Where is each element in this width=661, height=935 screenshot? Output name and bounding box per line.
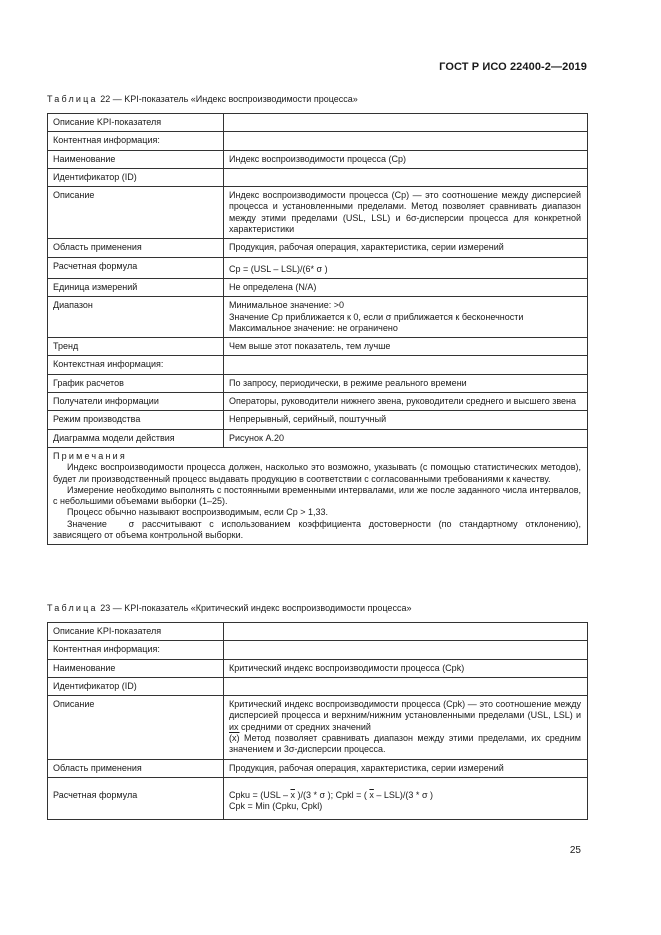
table-row	[48, 278, 588, 296]
row-value	[224, 623, 588, 641]
note-text: Значение	[67, 518, 107, 529]
formula-cell	[224, 777, 588, 819]
formula-part: ); Cpkl = (	[327, 789, 367, 800]
note-paragraph	[53, 519, 581, 542]
table23	[47, 622, 588, 820]
table-row	[48, 114, 588, 132]
range-line: Максимальное значение: не ограничено	[229, 322, 398, 333]
formula-part: )/(3 *	[297, 789, 317, 800]
notes	[53, 451, 581, 541]
row-label: Описание	[48, 696, 224, 759]
row-label: Расчетная формула	[48, 777, 224, 819]
table22-caption-text: 22 — KPI-показатель «Индекс воспроизводимости процесса»	[100, 94, 358, 104]
row-label: Область применения	[48, 759, 224, 777]
row-value: Операторы, руководители нижнего звена, руководители среднего и высшего звена	[224, 393, 588, 411]
range-cell	[224, 297, 588, 338]
row-label: Контентная информация:	[48, 132, 224, 150]
notes-row	[48, 447, 588, 544]
range-text: приближается к бесконечности	[393, 311, 524, 322]
range-line: Минимальное значение: >0	[229, 300, 345, 311]
row-value: Чем выше этот показатель, тем лучше	[224, 338, 588, 356]
row-label: Описание	[48, 187, 224, 239]
row-label: Контентная информация:	[48, 641, 224, 659]
table-row	[48, 150, 588, 168]
row-label: Режим производства	[48, 411, 224, 429]
row-value	[224, 132, 588, 150]
table-row	[48, 374, 588, 392]
row-label: Тренд	[48, 338, 224, 356]
row-value: Не определена (N/A)	[224, 278, 588, 296]
table-row	[48, 356, 588, 374]
row-label: Диаграмма модели действия	[48, 429, 224, 447]
row-value: Продукция, рабочая операция, характеристика, серии измерений	[224, 759, 588, 777]
sigma-symbol: σ	[319, 789, 326, 800]
row-label: Диапазон	[48, 297, 224, 338]
standard-header: ГОСТ Р ИСО 22400-2—2019	[439, 61, 587, 73]
table-row	[48, 659, 588, 677]
row-value: Индекс воспроизводимости процесса (Cp)	[224, 150, 588, 168]
table-row	[48, 777, 588, 819]
row-value	[224, 641, 588, 659]
row-value	[224, 168, 588, 186]
range-line	[229, 312, 581, 323]
xbar-symbol: (x)	[229, 733, 240, 744]
table22-caption	[47, 94, 358, 104]
description-text-2	[229, 733, 581, 756]
notes-cell	[48, 447, 588, 544]
table-row	[48, 429, 588, 447]
row-label: График расчетов	[48, 374, 224, 392]
table-row	[48, 132, 588, 150]
row-value: Продукция, рабочая операция, характеристика, серии измерений	[224, 239, 588, 257]
table-row	[48, 393, 588, 411]
formula-part: – LSL)/(3 *	[376, 789, 420, 800]
row-value	[224, 114, 588, 132]
row-value: Индекс воспроизводимости процесса (Cp) — это соотношение между дисперсией процесса и установленными пределами. Метод позволяет сравнивать диапазон между этими пределами (USL, LSL) и 6σ-дисперсии процесса для конкретной характеристики	[224, 187, 588, 239]
row-label: Единица измерений	[48, 278, 224, 296]
table-row	[48, 338, 588, 356]
note-text: рассчитывают с использованием коэффициента достоверности (по стандартному отклонению), зависящего от объема контрольной выборки.	[53, 518, 581, 541]
row-label: Получатели информации	[48, 393, 224, 411]
formula-part: Cp = (USL – LSL)/(6*	[229, 263, 314, 274]
table23-caption	[47, 603, 411, 613]
description-text: Метод позволяет сравнивать диапазон между этими пределами, их средним значением и 3σ-дисперсии процесса.	[229, 733, 581, 755]
table-row	[48, 696, 588, 759]
description-text: Критический индекс воспроизводимости процесса (Cpk) — это соотношение между дисперсией процесса и верхним/нижним установленными пределами (USL, LSL) и их средними от средних значений	[229, 699, 581, 732]
table-row	[48, 257, 588, 278]
formula-line: Cpk = Min (Cpku, Cpkl)	[229, 801, 323, 812]
row-label: Контекстная информация:	[48, 356, 224, 374]
range-text: Значение Cp приближается к 0, если	[229, 311, 384, 322]
table-row	[48, 623, 588, 641]
table-row	[48, 677, 588, 695]
row-label: Область применения	[48, 239, 224, 257]
sigma-symbol: σ	[421, 789, 428, 800]
formula-part: )	[430, 789, 434, 800]
row-label: Описание KPI-показателя	[48, 114, 224, 132]
formula-line	[229, 790, 581, 801]
table-row	[48, 759, 588, 777]
row-value: По запросу, периодически, в режиме реального времени	[224, 374, 588, 392]
row-value	[224, 356, 588, 374]
xbar-symbol: $\overline{x}$	[369, 789, 374, 800]
table23-caption-text: 23 — KPI-показатель «Критический индекс воспроизводимости процесса»	[100, 603, 412, 613]
sigma-symbol: σ	[385, 311, 392, 322]
note-paragraph: Измерение необходимо выполнять с постоянными временными интервалами, или же после заданного числа интервалов, с небольшими объемами выборки (1–25).	[53, 484, 581, 507]
row-value: Непрерывный, серийный, поштучный	[224, 411, 588, 429]
row-label: Идентификатор (ID)	[48, 677, 224, 695]
row-value: Критический индекс воспроизводимости процесса (Cpk)	[224, 659, 588, 677]
table-row	[48, 187, 588, 239]
table-row	[48, 641, 588, 659]
row-label: Идентификатор (ID)	[48, 168, 224, 186]
row-label: Описание KPI-показателя	[48, 623, 224, 641]
row-label: Расчетная формула	[48, 257, 224, 278]
table-row	[48, 239, 588, 257]
table22	[47, 113, 588, 545]
row-value	[224, 677, 588, 695]
xbar-symbol: $\overline{x}$	[290, 789, 295, 800]
formula-part: )	[324, 263, 328, 274]
sigma-symbol: σ	[128, 518, 135, 529]
table-row	[48, 168, 588, 186]
note-paragraph: Индекс воспроизводимости процесса должен, насколько это возможно, указывать (с помощью статистических методов), будет ли производственный процесс выдавать продукцию в соответствии с согласованными требованиями к качеству.	[53, 462, 581, 484]
row-value: Рисунок А.20	[224, 429, 588, 447]
table-row	[48, 297, 588, 338]
table23-caption-label: Таблица	[47, 603, 98, 613]
formula-part: Cpku = (USL –	[229, 789, 288, 800]
page-number: 25	[569, 845, 581, 856]
row-label: Наименование	[48, 659, 224, 677]
table-row	[48, 411, 588, 429]
note-paragraph: Процесс обычно называют воспроизводимым, если Cp > 1,33.	[67, 507, 329, 518]
sigma-symbol: σ	[316, 263, 323, 274]
notes-title: Примечания	[53, 450, 127, 461]
row-label: Наименование	[48, 150, 224, 168]
formula-cell	[224, 257, 588, 278]
table22-caption-label: Таблица	[47, 94, 98, 104]
description-cell	[224, 696, 588, 759]
